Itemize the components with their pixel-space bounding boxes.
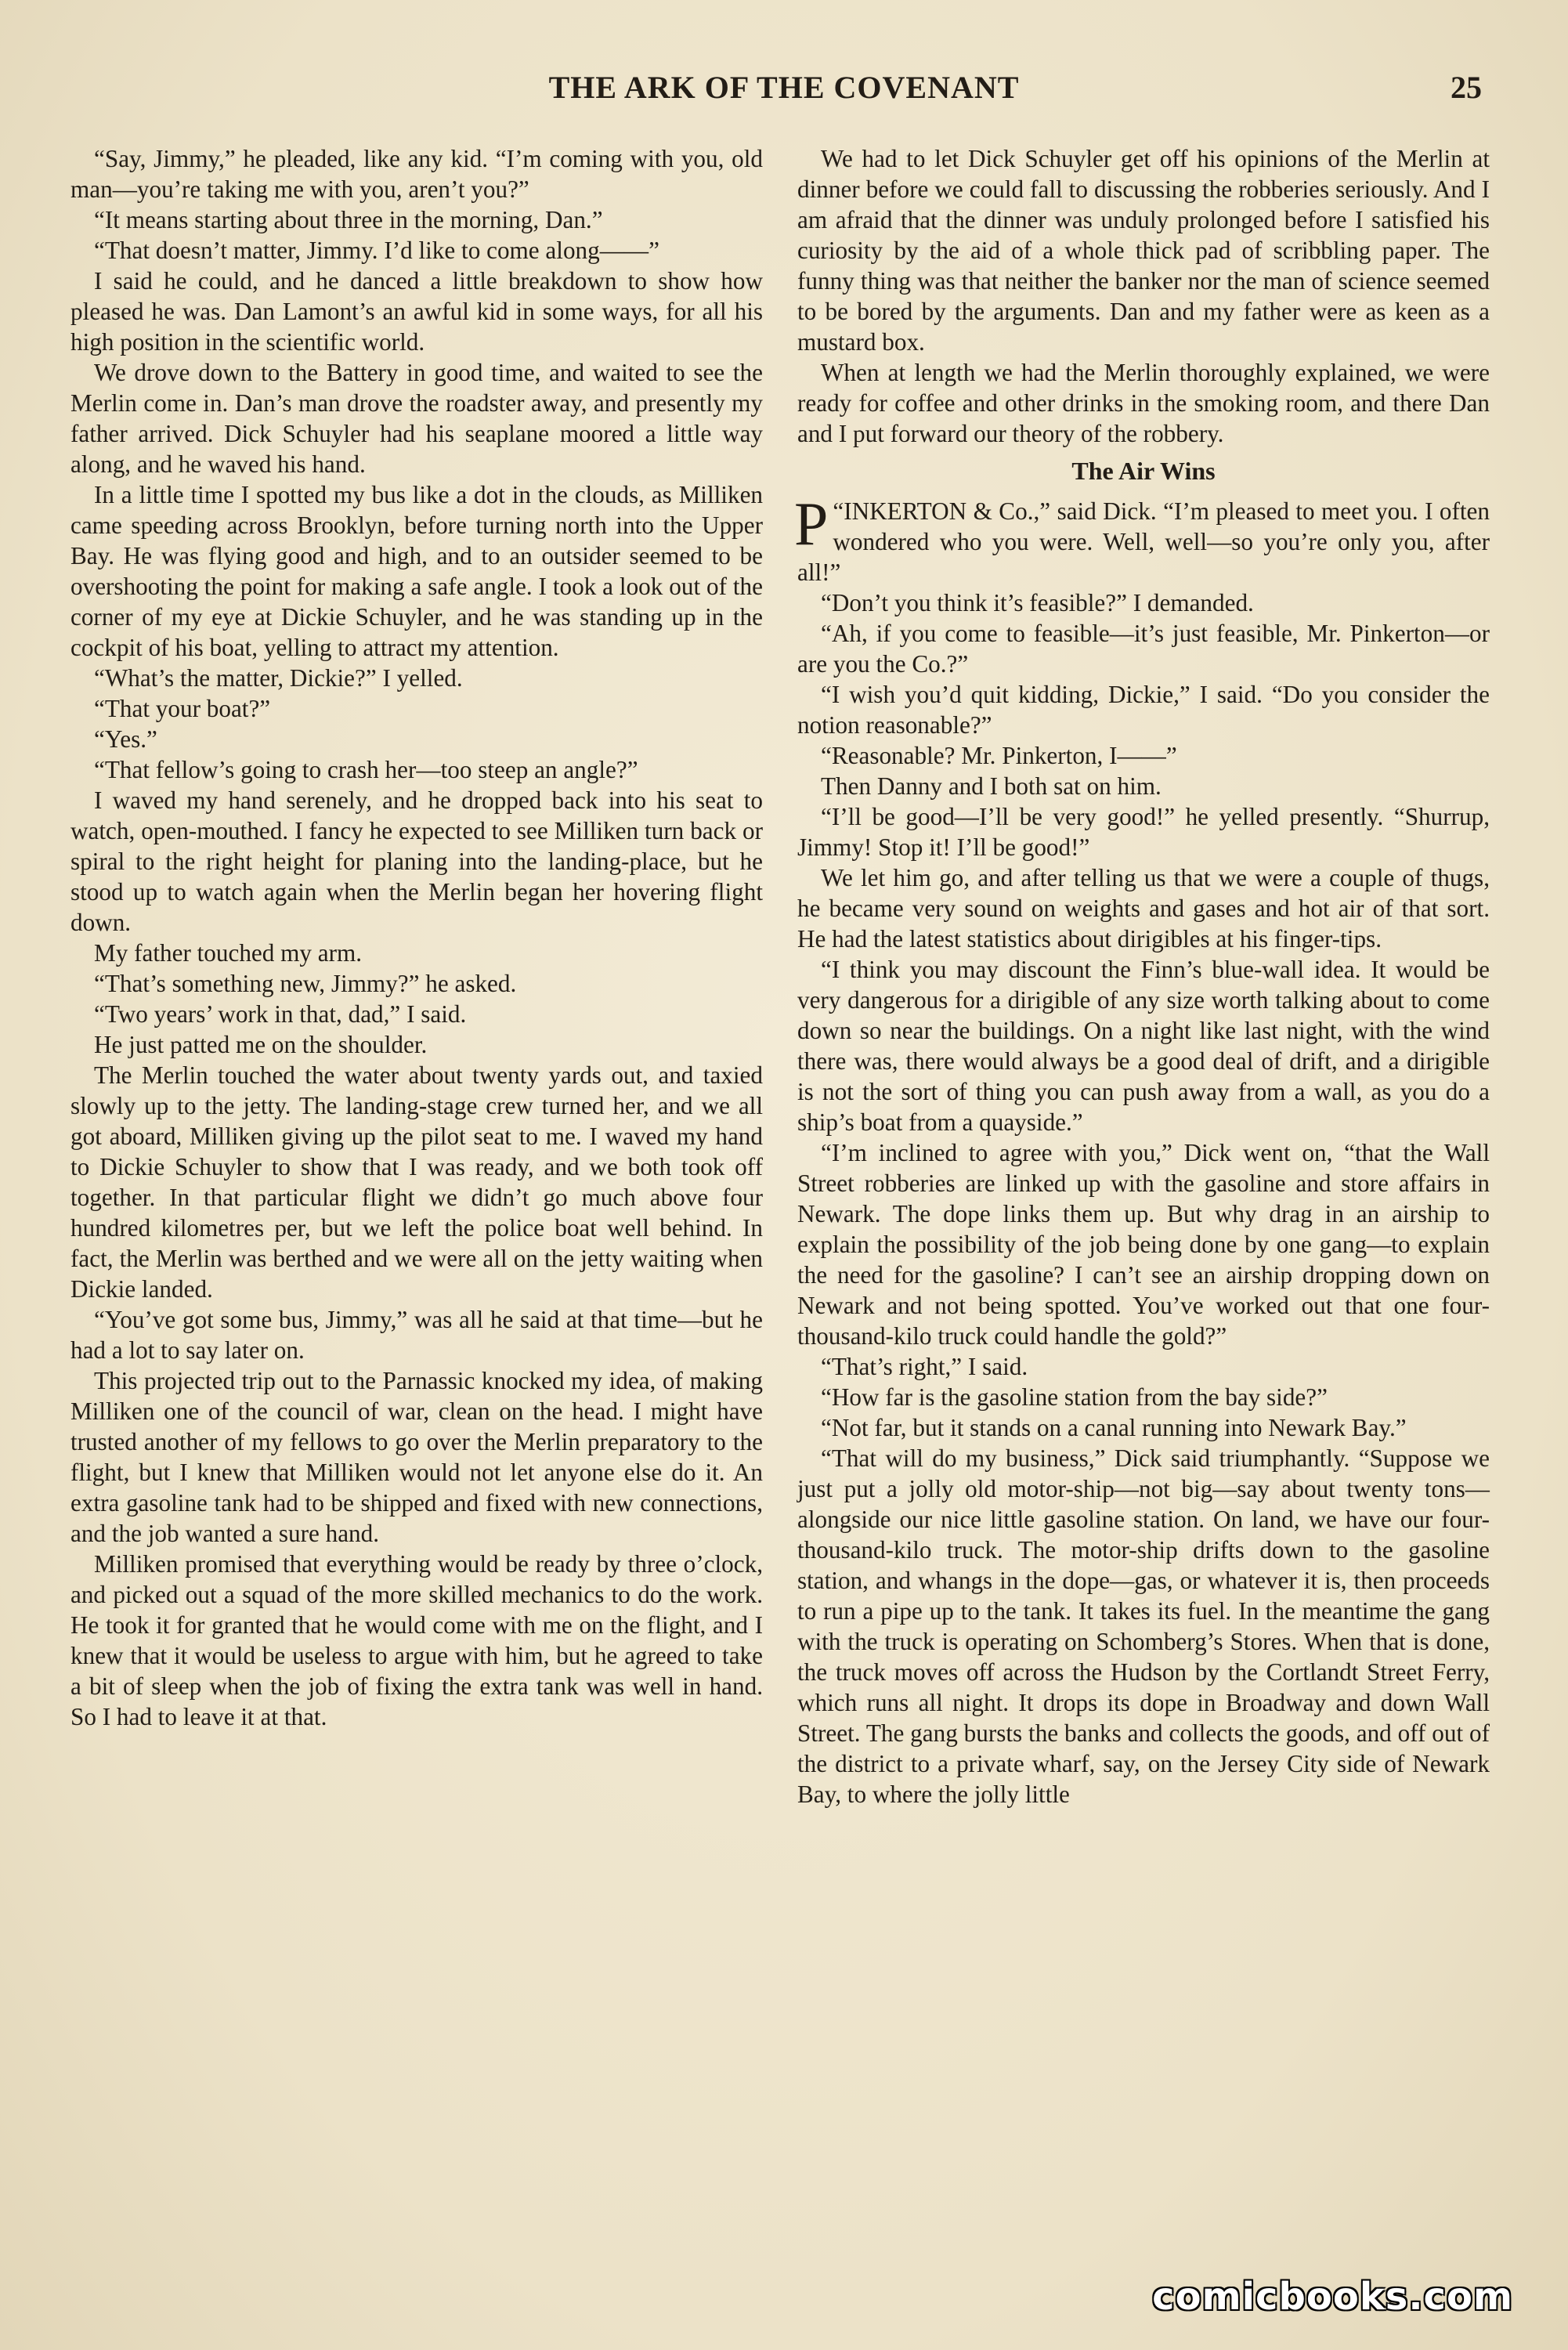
paragraph: In a little time I spotted my bus like a dot in the clouds, as Milliken came speeding across Brooklyn, before turning north into the Upper Bay. He was flying good and high, and to an outsider seemed to be overshooting the point for making a safe angle. I took a look out of the corner of my eye at Dickie Schuyler, and he was standing up in the cockpit of his boat, yelling to attract my attention. bbox=[70, 481, 763, 661]
paragraph: “I wish you’d quit kidding, Dickie,” I said. “Do you consider the notion reasonable?” bbox=[797, 681, 1490, 739]
paragraph: “How far is the gasoline station from the bay side?” bbox=[821, 1383, 1328, 1411]
dropcap-paragraph bbox=[794, 490, 1490, 588]
paragraph: “That’s right,” I said. bbox=[821, 1353, 1028, 1380]
paragraph: “That fellow’s going to crash her—too steep an angle?” bbox=[94, 756, 638, 783]
paragraph-text: INKERTON & Co.,” said Dick. “I’m pleased to meet you. I often wondered who you were. Well, well—so you’re only you, after all!” bbox=[797, 497, 1490, 586]
paragraph: “Two years’ work in that, dad,” I said. bbox=[94, 1000, 467, 1028]
paragraph: I waved my hand serenely, and he dropped back into his seat to watch, open-mouthed. I fancy he expected to see Milliken turn back or spiral to the right height for planing into the landing-place, but he stood up to watch again when the Merlin began her hovering flight down. bbox=[70, 786, 763, 936]
right-column bbox=[794, 143, 1490, 1810]
paragraph: We drove down to the Battery in good time, and waited to see the Merlin come in. Dan’s man drove the roadster away, and presently my father arrived. Dick Schuyler had his seaplane moored a little way along, and he waved his hand. bbox=[70, 359, 763, 478]
paragraph: The Merlin touched the water about twenty yards out, and taxied slowly up to the jetty. The landing-stage crew turned her, and we all got aboard, Milliken giving up the pilot seat to me. I waved my hand to Dickie Schuyler to show that I was ready, and we both took off together. In that particular flight we didn’t go much above four hundred kilometres per, but we left the police boat well behind. In fact, the Merlin was berthed and we were all on the jetty waiting when Dickie landed. bbox=[70, 1061, 763, 1303]
opening-quote: “ bbox=[833, 497, 844, 525]
running-title: THE ARK OF THE COVENANT bbox=[548, 70, 1020, 105]
paragraph: “That doesn’t matter, Jimmy. I’d like to come along——” bbox=[94, 237, 659, 264]
paragraph: “You’ve got some bus, Jimmy,” was all he said at that time—but he had a lot to say later on. bbox=[70, 1306, 763, 1364]
paragraph: “That your boat?” bbox=[94, 695, 271, 722]
paragraph: He just patted me on the shoulder. bbox=[94, 1031, 428, 1058]
paragraph: “Say, Jimmy,” he pleaded, like any kid. “I’m coming with you, old man—you’re taking me with you, aren’t you?” bbox=[70, 145, 763, 203]
paragraph: “Ah, if you come to feasible—it’s just feasible, Mr. Pinkerton—or are you the Co.?” bbox=[797, 620, 1490, 678]
section-subheading: The Air Wins bbox=[1071, 457, 1216, 485]
paragraph: “Not far, but it stands on a canal running into Newark Bay.” bbox=[821, 1414, 1407, 1441]
left-column bbox=[70, 143, 763, 1732]
paragraph: “I think you may discount the Finn’s blue-wall idea. It would be very dangerous for a dirigible of any size worth talking about to come down so near the buildings. On a night like last night, with the wind there was, there would always be a good deal of drift, and a dirigible is not the sort of thing you can push away from a wall, as you do a ship’s boat from a quayside.” bbox=[797, 956, 1490, 1136]
watermark: comicbooks.com bbox=[1152, 2275, 1513, 2319]
paragraph: “I’ll be good—I’ll be very good!” he yelled presently. “Shurrup, Jimmy! Stop it! I’ll be good!” bbox=[797, 803, 1490, 861]
paragraph: “That’s something new, Jimmy?” he asked. bbox=[94, 970, 517, 997]
paragraph: Milliken promised that everything would be ready by three o’clock, and picked out a squad of the more skilled mechanics to do the work. He took it for granted that he would come with me on the flight, and I knew that it would be useless to argue with him, but he agreed to take a bit of sleep when the job of fixing the extra tank was well in hand. So I had to leave it at that. bbox=[70, 1550, 763, 1730]
paragraph: My father touched my arm. bbox=[94, 939, 363, 967]
drop-cap: P bbox=[794, 490, 829, 558]
paragraph: We had to let Dick Schuyler get off his opinions of the Merlin at dinner before we could fall to discussing the robberies seriously. And I am afraid that the dinner was unduly prolonged before I satisfied his curiosity by the aid of a whole thick pad of scribbling paper. The funny thing was that neither the banker nor the man of science seemed to be bored by the arguments. Dan and my father were as keen as a mustard box. bbox=[797, 145, 1490, 356]
paragraph: “Yes.” bbox=[94, 725, 157, 753]
paragraph: I said he could, and he danced a little breakdown to show how pleased he was. Dan Lamont’s an awful kid in some ways, for all his high position in the scientific world. bbox=[70, 267, 763, 356]
paragraph: “Reasonable? Mr. Pinkerton, I——” bbox=[821, 742, 1177, 769]
paragraph: This projected trip out to the Parnassic knocked my idea, of making Milliken one of the council of war, clean on the head. I might have trusted another of my fellows to go over the Merlin preparatory to the flight, but I knew that Milliken would not let anyone else do it. An extra gasoline tank had to be shipped and fixed with new connections, and the job wanted a sure hand. bbox=[70, 1367, 763, 1547]
paragraph: When at length we had the Merlin thoroughly explained, we were ready for coffee and other drinks in the smoking room, and there Dan and I put forward our theory of the robbery. bbox=[797, 359, 1490, 447]
paragraph: Then Danny and I both sat on him. bbox=[821, 772, 1162, 800]
paragraph: “Don’t you think it’s feasible?” I demanded. bbox=[821, 589, 1254, 616]
paragraph: “That will do my business,” Dick said triumphantly. “Suppose we just put a jolly old motor-ship—not big—say about twenty tons—alongside our nice little gasoline station. On land, we have our four-thousand-kilo truck. The motor-ship drifts down to the gasoline station, and whangs in the dope—gas, or whatever it is, then proceeds to run a pipe up to the tank. It takes its fuel. In the meantime the gang with the truck is operating on Schomberg’s Stores. When that is done, the truck moves off across the Hudson by the Cortlandt Street Ferry, which runs all night. It drops its dope in Broadway and down Wall Street. The gang bursts the banks and collects the goods, and off out of the district to a private wharf, say, on the Jersey City side of Newark Bay, to where the jolly little bbox=[797, 1444, 1490, 1808]
paragraph: We let him go, and after telling us that we were a couple of thugs, he became very sound on weights and gases and hot air of that sort. He had the latest statistics about dirigibles at his finger-tips. bbox=[797, 864, 1490, 953]
paragraph: “I’m inclined to agree with you,” Dick went on, “that the Wall Street robberies are linked up with the gasoline and store affairs in Newark. The dope links them up. But why drag in an airship to explain the possibility of the job being done by one gang—to explain the need for the gasoline? I can’t see an airship dropping down on Newark and not being spotted. You’ve worked out that one four-thousand-kilo truck could handle the gold?” bbox=[797, 1139, 1490, 1350]
page-number: 25 bbox=[1451, 70, 1482, 105]
page-header bbox=[0, 69, 1568, 116]
paragraph: “What’s the matter, Dickie?” I yelled. bbox=[94, 664, 463, 692]
paragraph: “It means starting about three in the morning, Dan.” bbox=[94, 206, 603, 233]
